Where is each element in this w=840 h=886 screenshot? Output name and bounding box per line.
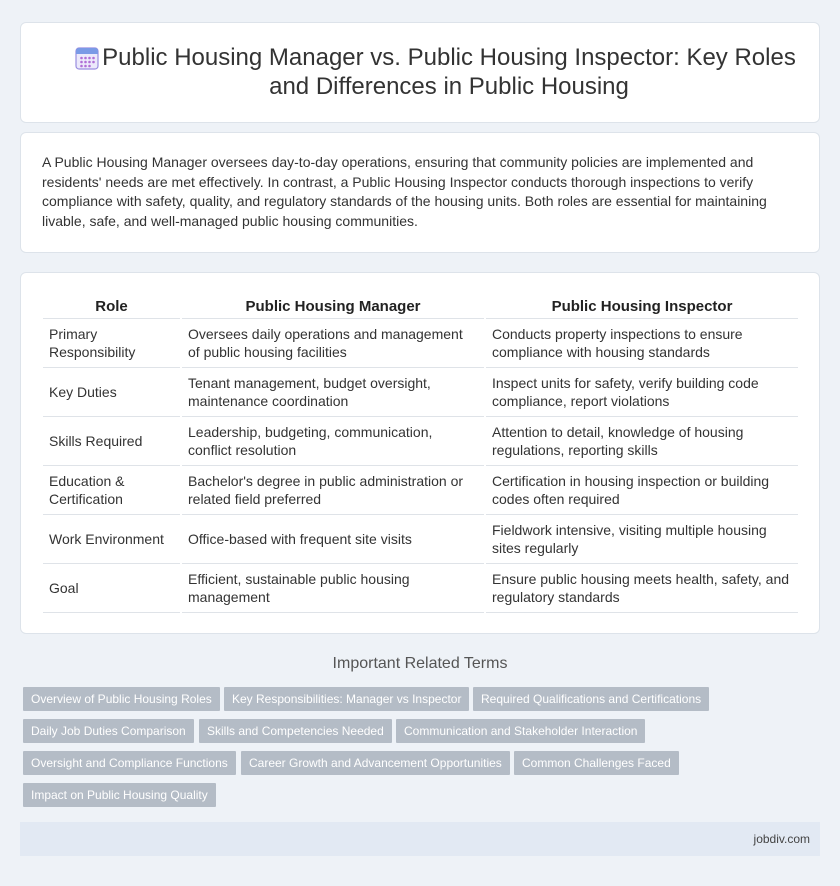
inspector-cell: Fieldwork intensive, visiting multiple housing sites regularly xyxy=(485,514,798,563)
related-terms-heading: Important Related Terms xyxy=(332,655,508,672)
intro-card xyxy=(20,132,820,253)
table-row xyxy=(43,563,798,612)
related-term-tag[interactable]: Common Challenges Faced xyxy=(514,751,679,775)
table-row xyxy=(43,367,798,416)
column-header-manager: Public Housing Manager xyxy=(181,295,485,318)
calendar-icon xyxy=(74,45,100,71)
inspector-cell: Attention to detail, knowledge of housing regulations, reporting skills xyxy=(485,416,798,465)
related-term-tag[interactable]: Career Growth and Advancement Opportunities xyxy=(241,751,510,775)
role-cell: Work Environment xyxy=(43,514,181,563)
table-row xyxy=(43,318,798,367)
manager-cell: Efficient, sustainable public housing management xyxy=(181,563,485,612)
manager-cell: Tenant management, budget oversight, maintenance coordination xyxy=(181,367,485,416)
footer-site-link[interactable]: jobdiv.com xyxy=(753,832,810,846)
table-row xyxy=(43,514,798,563)
comparison-card xyxy=(20,272,820,634)
manager-cell: Office-based with frequent site visits xyxy=(181,514,485,563)
manager-cell: Leadership, budgeting, communication, conflict resolution xyxy=(181,416,485,465)
role-cell: Key Duties xyxy=(43,367,181,416)
related-term-tag[interactable]: Communication and Stakeholder Interaction xyxy=(396,719,645,743)
column-header-inspector: Public Housing Inspector xyxy=(485,295,798,318)
related-term-tag[interactable]: Daily Job Duties Comparison xyxy=(23,719,194,743)
related-term-tag[interactable]: Impact on Public Housing Quality xyxy=(23,783,216,807)
inspector-cell: Ensure public housing meets health, safety, and regulatory standards xyxy=(485,563,798,612)
comparison-table xyxy=(43,295,798,613)
footer xyxy=(20,822,820,856)
manager-cell: Bachelor's degree in public administration or related field preferred xyxy=(181,465,485,514)
related-term-tag[interactable]: Oversight and Compliance Functions xyxy=(23,751,236,775)
title-card xyxy=(20,22,820,123)
related-term-tag[interactable]: Key Responsibilities: Manager vs Inspector xyxy=(224,687,469,711)
column-header-role: Role xyxy=(43,295,181,318)
inspector-cell: Inspect units for safety, verify building code compliance, report violations xyxy=(485,367,798,416)
related-term-tag[interactable]: Required Qualifications and Certifications xyxy=(473,687,709,711)
role-cell: Education & Certification xyxy=(43,465,181,514)
related-term-tag[interactable]: Skills and Competencies Needed xyxy=(199,719,392,743)
role-cell: Primary Responsibility xyxy=(43,318,181,367)
table-header-row xyxy=(43,295,798,318)
intro-paragraph: A Public Housing Manager oversees day-to-day operations, ensuring that community policies are implemented and residents' needs are met effectively. In contrast, a Public Housing Inspector conducts thorough inspections to verify compliance with safety, quality, and regulatory standards of the housing units. Both roles are essential for maintaining livable, safe, and well-managed public housing communities. xyxy=(42,154,767,229)
table-row xyxy=(43,465,798,514)
manager-cell: Oversees daily operations and management of public housing facilities xyxy=(181,318,485,367)
inspector-cell: Certification in housing inspection or building codes often required xyxy=(485,465,798,514)
page-title: Public Housing Manager vs. Public Housing Inspector: Key Roles and Differences in Public Housing xyxy=(102,44,796,100)
related-term-tag[interactable]: Overview of Public Housing Roles xyxy=(23,687,220,711)
role-cell: Goal xyxy=(43,563,181,612)
table-row xyxy=(43,416,798,465)
inspector-cell: Conducts property inspections to ensure compliance with housing standards xyxy=(485,318,798,367)
role-cell: Skills Required xyxy=(43,416,181,465)
